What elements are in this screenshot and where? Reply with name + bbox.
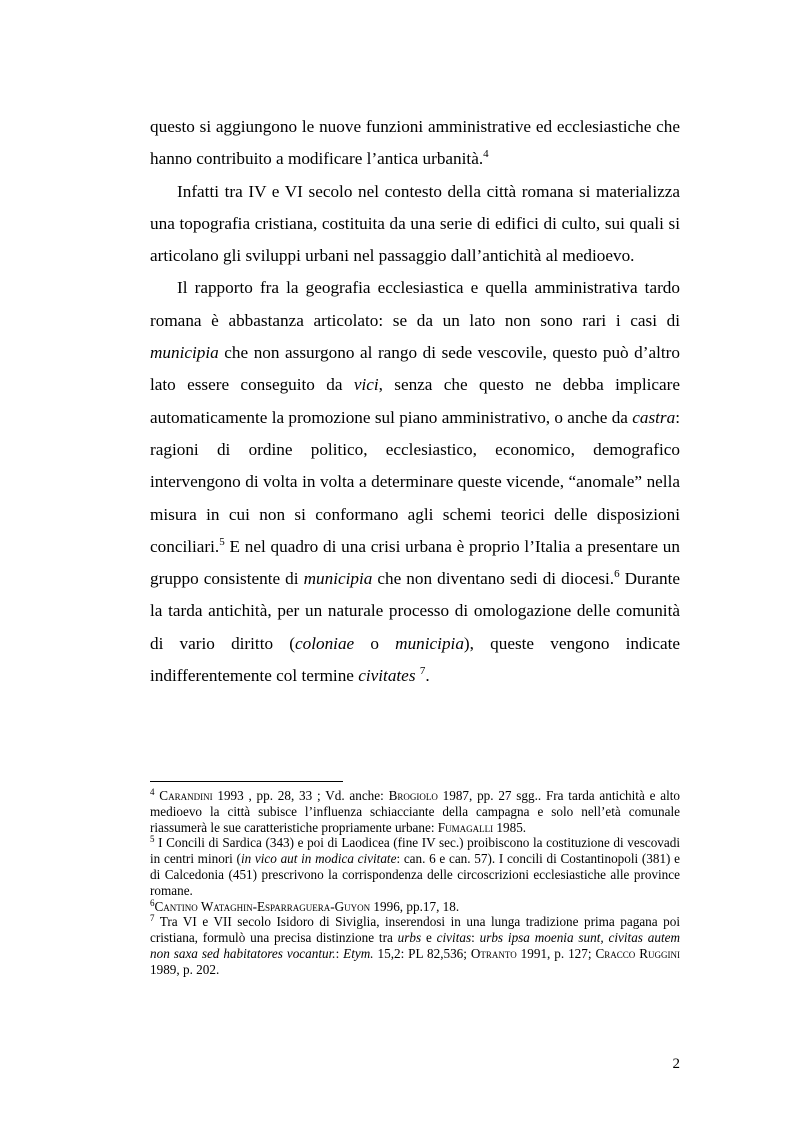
footnotes [150,788,680,978]
paragraph-2: Infatti tra IV e VI secolo nel contesto della città romana si materializza una topografia cristiana, costituita da una serie di edifici di culto, sui quali si articolano gli sviluppi urbani nel passaggio dall’antichità al medioevo. [150,181,680,266]
paragraph-1: questo si aggiungono le nuove funzioni amministrative ed ecclesiastiche che hanno contribuito a modificare l’antica urbanità.$^4$ [150,117,680,169]
page-number: 2 [672,1056,680,1072]
footnote-ref-6[interactable]: 6 [614,568,620,581]
footnote-ref-4[interactable]: 4 [483,148,489,161]
body-text [150,111,680,692]
footnote-ref-7[interactable]: 7 [419,665,426,678]
footnote-5: $^5$ I Concili di Sardica (343) e poi di Laodicea (fine IV sec.) proibiscono la costituzione di vescovadi in centri minori (in vico aut in modica civitate: can. 6 e can. 57). I concili di Costantinopoli (381) e di Calcedonia (451) prescrivono la corrispondenza delle circoscrizioni ecclesiastiche alle province romane. [150,834,681,898]
footnote-4: $^4$ Carandini 1993 , pp. 28, 33 ; Vd. anche: Brogiolo 1987, pp. 27 sgg.. Fra tarda antichità e alto medioevo la città subisce l’influenza schiacciante della campagna e solo nell’età comunale riassumerà le sue caratteristiche propriamente urbane: Fumagalli 1985. [150,787,680,835]
paragraph-3: Il rapporto fra la geografia ecclesiastica e quella amministrativa tardo romana è abbastanza articolato: se da un lato non sono rari i casi di municipia che non assurgono al rango di sede vescovile, questo può d’altro lato essere conseguito da vici, senza che questo ne debba implicare automaticamente la promozione sul piano amministrativo, o anche da castra: ragioni di ordine politico, ecclesiastico, economico, demografico intervengono di volta in volta a determinare queste vicende, “anomale” nella misura in cui non si conformano agli schemi teorici delle disposizioni conciliari.$^5$ E nel quadro di una crisi urbana è proprio l’Italia a presentare un gruppo consistente di municipia che non diventano sedi di diocesi.$^6$ Durante la tarda antichità, per un naturale processo di omologazione delle comunità di vario diritto (coloniae o municipia), queste vengono indicate indifferentemente col termine civitates $^7$. [150,278,681,686]
footnote-ref-5[interactable]: 5 [219,535,225,548]
footnote-6: $^6$Cantino Wataghin-Esparraguera-Guyon 1996, pp.17, 18. [150,897,460,914]
footnote-7: $^7$ Tra VI e VII secolo Isidoro di Siviglia, inserendosi in una lunga tradizione prima pagana poi cristiana, formulò una precisa distinzione tra urbs e civitas: urbs ipsa moenia sunt, civitas autem non saxa sed habitatores vocantur.: Etym. 15,2: PL 82,536; Otranto 1991, p. 127; Cracco Ruggini 1989, p. 202. [150,913,680,977]
footnote-separator [150,781,343,782]
